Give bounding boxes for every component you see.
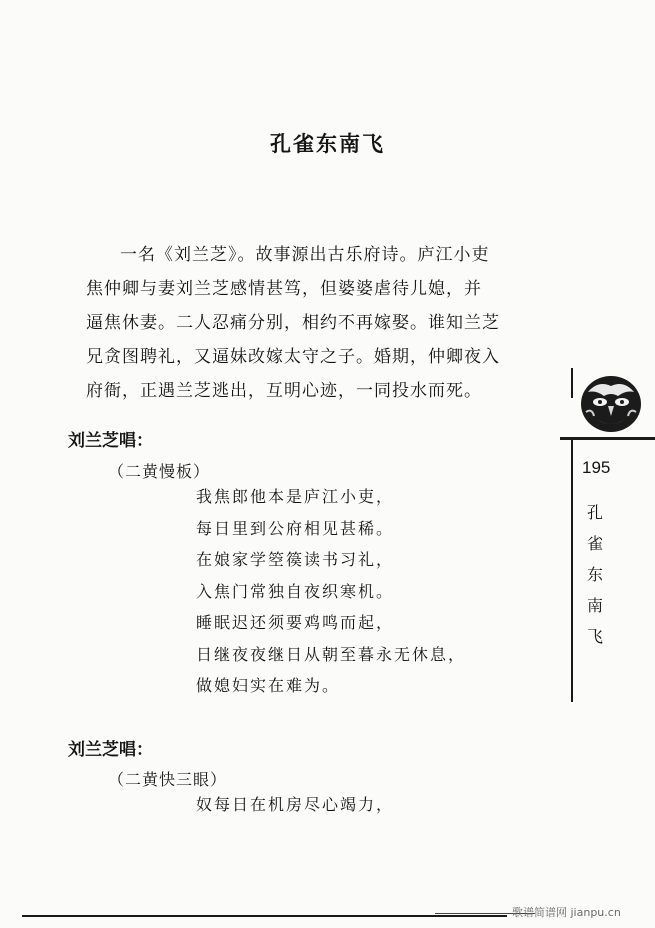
side-running-title: 孔雀东南飞 <box>586 503 603 646</box>
verse-line: 做媳妇实在难为。 <box>196 676 341 695</box>
speaker-label: 刘兰芝唱： <box>68 431 153 451</box>
bottom-rule <box>22 915 507 917</box>
verse-line: 在娘家学箜篌读书习礼， <box>196 550 395 569</box>
intro-line: 府衙，正遇兰芝逃出，互明心迹，一同投水而死。 <box>86 381 482 401</box>
intro-line: 一名《刘兰芝》。故事源出古乐府诗。庐江小吏 <box>120 245 490 265</box>
page-title: 孔雀东南飞 <box>270 131 385 156</box>
tempo-label: （二黄快三眼） <box>108 770 228 789</box>
page-number: 195 <box>582 458 611 477</box>
intro-line: 兄贪图聘礼，又逼妹改嫁太守之子。婚期，仲卿夜入 <box>86 347 500 367</box>
tempo-label: （二黄慢板） <box>108 462 211 481</box>
side-divider <box>560 437 655 440</box>
intro-line: 逼焦休妻。二人忍痛分别，相约不再嫁娶。谁知兰芝 <box>86 313 500 333</box>
intro-line: 焦仲卿与妻刘兰芝感情甚笃，但婆婆虐待儿媳，并 <box>86 279 482 299</box>
intro-paragraph <box>86 238 526 408</box>
speaker-label: 刘兰芝唱： <box>68 740 153 760</box>
verse-block <box>196 789 394 821</box>
side-rule <box>571 440 573 702</box>
verse-line: 日继夜夜继日从朝至暮永无休息， <box>196 644 467 664</box>
watermark: 歌谱简谱网 jianpu.cn <box>512 906 621 919</box>
verse-line: 我焦郎他本是庐江小吏， <box>196 487 395 506</box>
opera-mask-icon <box>578 372 646 434</box>
verse-line: 睡眠迟还须要鸡鸣而起， <box>196 613 395 632</box>
verse-line: 奴每日在机房尽心竭力， <box>196 795 395 814</box>
side-top-rule <box>571 368 573 398</box>
verse-line: 每日里到公府相见甚稀。 <box>196 518 395 538</box>
verse-line: 入焦门常独自夜织寒机。 <box>196 581 395 601</box>
verse-block <box>196 481 466 702</box>
